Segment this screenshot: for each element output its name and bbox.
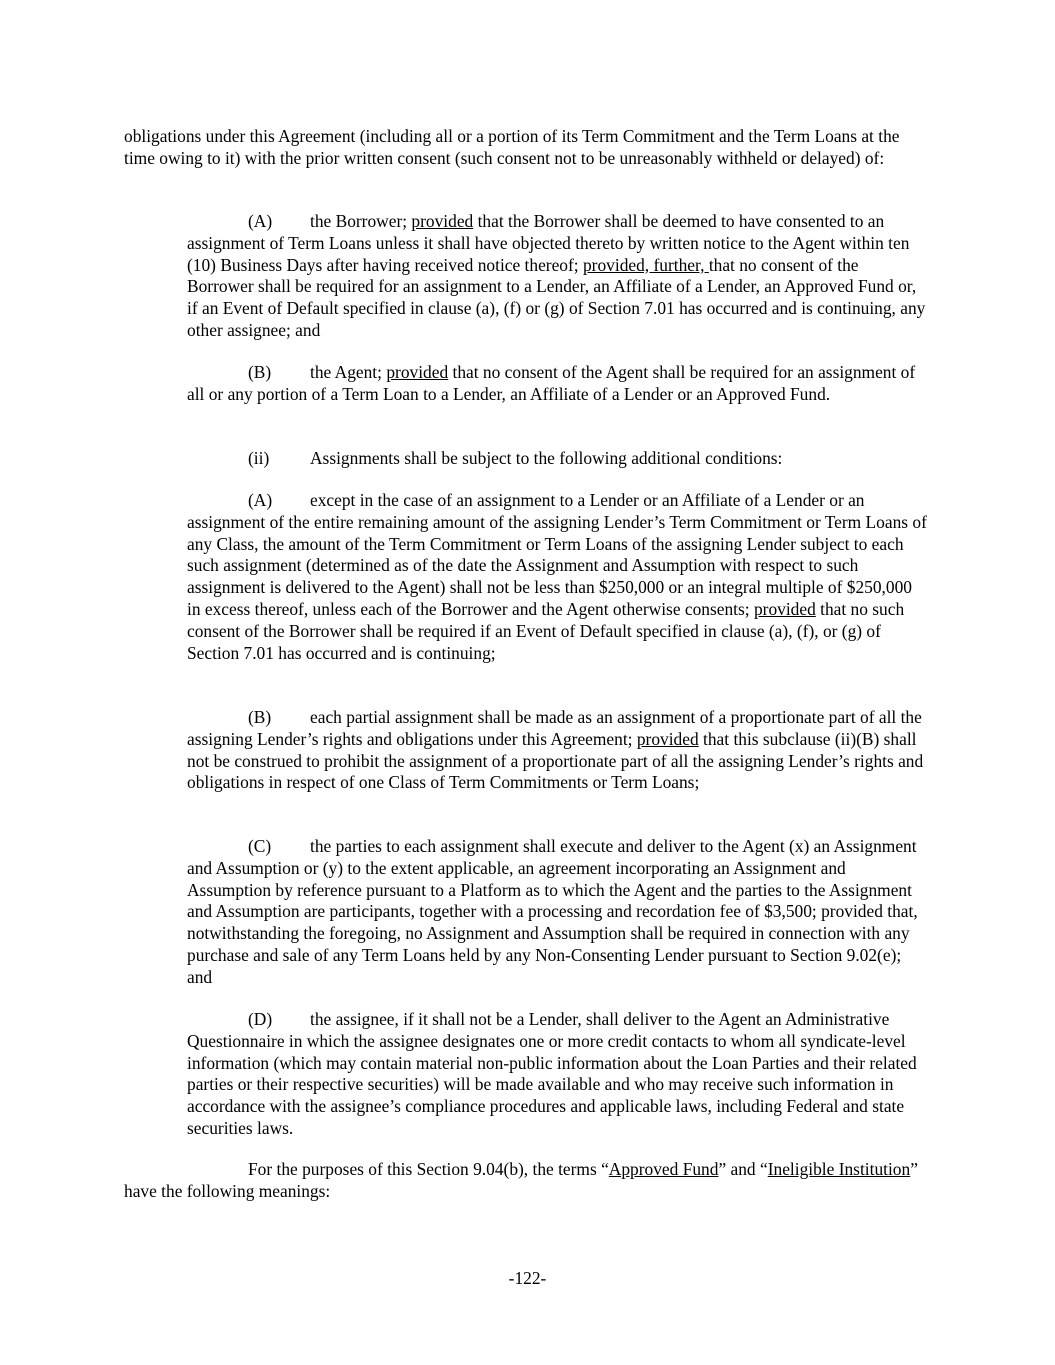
clause-text: the Agent; (310, 362, 387, 382)
provided-term: provided (636, 728, 699, 749)
subsection-ii (187, 448, 927, 470)
condition-clause-b (187, 707, 927, 794)
clause-text: that the Borrower shall be deemed to have consented to an assignment of Term Loans unless it shall have objected thereto by written notice to the Agent within ten (10) Business Days after having received notice thereof; (187, 211, 910, 275)
consent-clause-a (187, 211, 927, 342)
provided-term: provided (753, 598, 816, 619)
condition-clause-c (187, 836, 927, 989)
intro-text: obligations under this Agreement (including all or a portion of its Term Commitment and the Term Loans at the time owing to it) with the prior written consent (such consent not to be unreasonably withheld or delayed) of: (124, 126, 900, 168)
clause-label: (B) (248, 362, 272, 382)
intro-paragraph (124, 126, 924, 170)
clause-text: except in the case of an assignment to a Lender or an Affiliate of a Lender or an assignment of the entire remaining amount of the assigning Lender’s Term Commitment or Term Loans of any Class, the amount of the Term Commitment or Term Loans of the assigning Lender subject to each such assignment (determined as of the date the Assignment and Assumption with respect to such assignment is delivered to the Agent) shall not be less than $250,000 or an integral multiple of $250,000 in excess thereof, unless each of the Borrower and the Agent otherwise consents; (187, 490, 927, 619)
provided-term: provided (411, 211, 474, 231)
provided-further-term: provided, further, (582, 254, 709, 275)
definitions-text: For the purposes of this Section 9.04(b), the terms “ (248, 1159, 609, 1179)
clause-label: (C) (248, 836, 272, 856)
clause-text: the assignee, if it shall not be a Lender, shall deliver to the Agent an Administrative Questionnaire in which the assignee designates one or more credit contacts to whom all syndicate-level information (which may contain material non-public information about the Loan Parties and their related parties or their respective securities) will be made available and who may receive such information in accordance with the assignee’s compliance procedures and applicable laws, including Federal and state securities laws. (187, 1009, 917, 1138)
clause-text: that no such consent of the Borrower shall be required if an Event of Default specified in clause (a), (f), or (g) of Section 7.01 has occurred and is continuing; (187, 598, 905, 663)
defined-term-approved-fund: Approved Fund (608, 1159, 719, 1179)
clause-label: (A) (248, 490, 273, 510)
clause-text: that this subclause (ii)(B) shall not be construed to prohibit the assignment of a proportionate part of all the assigning Lender’s rights and obligations in respect of one Class of Term Commitments or Term Loans; (187, 728, 924, 793)
definitions-paragraph (124, 1159, 924, 1203)
page-number: -122- (508, 1268, 547, 1288)
clause-text: the parties to each assignment shall execute and deliver to the Agent (x) an Assignment and Assumption or (y) to the extent applicable, an agreement incorporating an Assignment and Assumption by reference pursuant to a Platform as to which the Agent and the parties to the Assignment and Assumption are participants, together with a processing and recordation fee of $3,500; provided that, notwithstanding the foregoing, no Assignment and Assumption shall be required in connection with any purchase and sale of any Term Loans held by any Non-Consenting Lender pursuant to Section 9.02(e); and (187, 836, 918, 987)
condition-clause-d (187, 1009, 927, 1140)
clause-label: (D) (248, 1009, 273, 1029)
condition-clause-a (187, 490, 927, 664)
clause-label: (B) (248, 707, 272, 727)
clause-label: (A) (248, 211, 273, 231)
provided-term: provided (386, 362, 449, 382)
clause-text: each partial assignment shall be made as an assignment of a proportionate part of all the assigning Lender’s rights and obligations under this Agreement; (187, 707, 922, 749)
clause-text: the Borrower; (310, 211, 412, 231)
defined-term-ineligible-institution: Ineligible Institution (767, 1159, 911, 1179)
clause-label: (ii) (248, 448, 270, 468)
clause-text: that no consent of the Borrower shall be required for an assignment to a Lender, an Affiliate of a Lender, an Approved Fund or, if an Event of Default specified in clause (a), (f) or (g) of Section 7.01 has occurred and is continuing, any other assignee; and (187, 254, 926, 340)
clause-text: Assignments shall be subject to the following additional conditions: (310, 448, 783, 468)
definitions-text: ” and “ (718, 1159, 768, 1179)
clause-text: that no consent of the Agent shall be required for an assignment of all or any portion of a Term Loan to a Lender, an Affiliate of a Lender or an Approved Fund. (187, 362, 916, 404)
definitions-text: ” have the following meanings: (124, 1159, 918, 1201)
consent-clause-b (187, 362, 927, 406)
